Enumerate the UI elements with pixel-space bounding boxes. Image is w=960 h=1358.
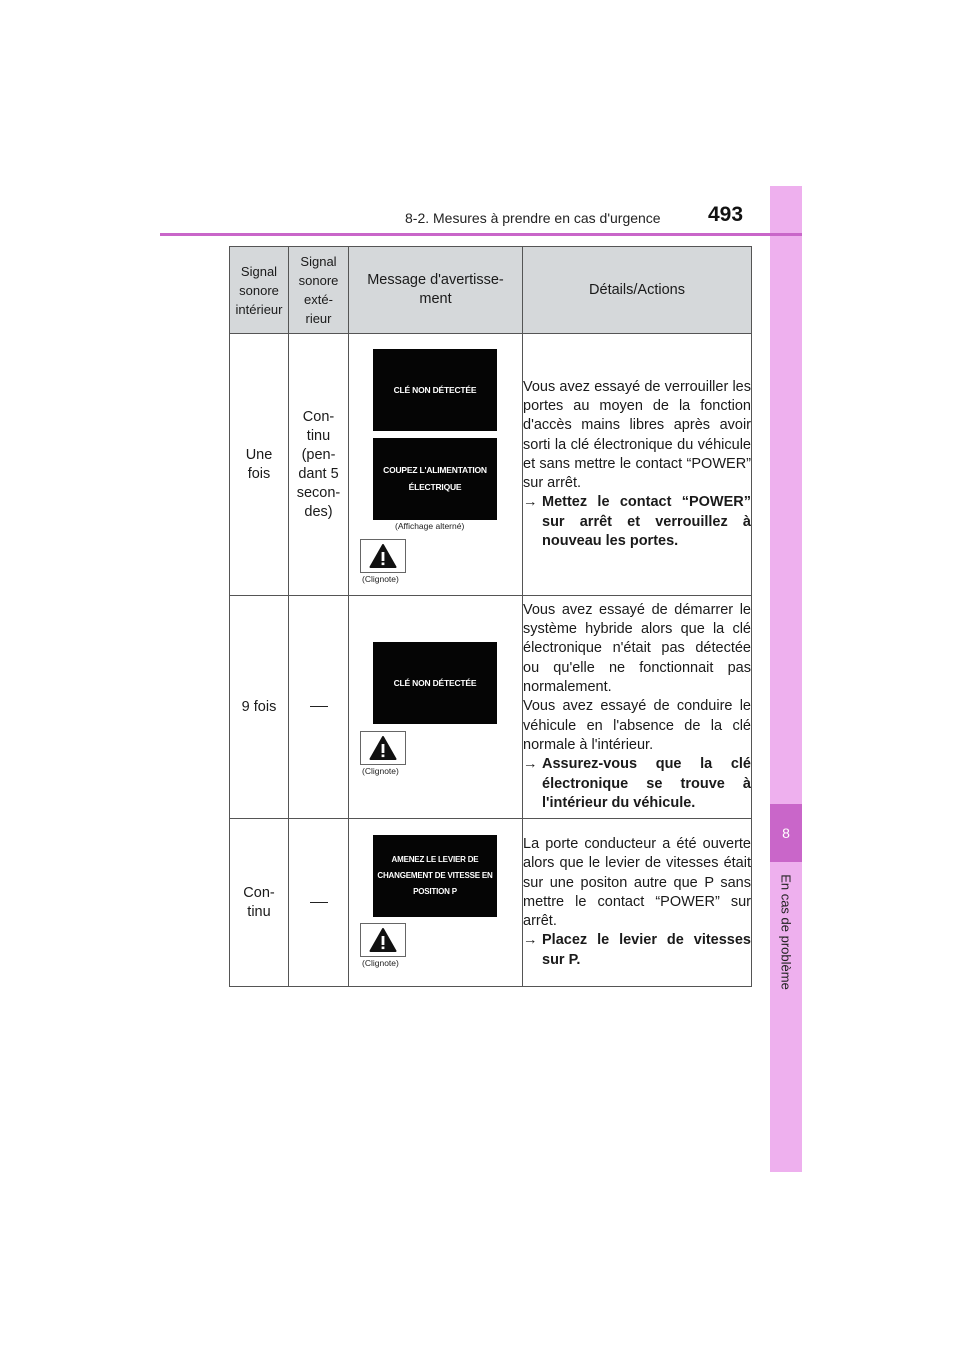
header-exterior-buzzer: Signal sonore exté- rieur [289,247,349,334]
action-item [523,755,751,813]
display-screen: COUPEZ L'ALIMENTATION ÉLECTRIQUE [373,438,497,520]
warning-triangle-icon [360,923,406,957]
arrow-icon: → [523,494,538,511]
header-interior-buzzer: Signal sonore intérieur [230,247,289,334]
detail-text: Vous avez essayé de verrouiller les portes au moyen de la fonction d'accès mains libres après avoir sorti la clé électronique du véhicule et sans mettre le contact “POWER” sur arrêt. [523,378,751,492]
warning-message-cell [349,596,523,819]
detail-text: Vous avez essayé de démarrer le système hybride alors que la clé électronique n'était pas détectée ou qu'elle ne fonctionnait pas normalement. [523,601,751,696]
table-row [230,819,752,987]
blink-caption: (Clignote) [362,958,399,968]
chapter-title: En cas de problème [778,874,794,990]
em-dash [310,706,328,707]
interior-buzzer-cell: Une fois [230,334,289,596]
warning-message-cell [349,819,523,987]
display-screen: AMENEZ LE LEVIER DE CHANGEMENT DE VITESSE EN POSITION P [373,835,497,917]
exterior-buzzer-cell [289,596,349,819]
exterior-buzzer-cell [289,819,349,987]
display-screen: CLÉ NON DÉTECTÉE [373,349,497,431]
action-text: Mettez le contact “POWER” sur arrêt et verrouillez à nouveau les portes. [542,494,751,550]
section-title: 8-2. Mesures à prendre en cas d'urgence [405,210,661,226]
warning-triangle-icon [360,539,406,573]
header-details-actions: Détails/Actions [523,247,752,334]
detail-text: La porte conducteur a été ouverte alors que le levier de vitesses était sur une positon autre que P sans mettre le contact “POWER” sur arrêt. [523,835,751,930]
action-item [523,493,751,551]
arrow-icon: → [523,756,538,773]
warning-message-cell [349,334,523,596]
page-number: 493 [708,203,744,226]
table-row [230,334,752,596]
details-cell [523,596,752,819]
action-item [523,931,751,970]
display-screen: CLÉ NON DÉTECTÉE [373,642,497,724]
action-text: Placez le levier de vitesses sur P. [542,932,751,968]
arrow-icon: → [523,932,538,949]
chapter-side-tab [770,186,802,1172]
chapter-number: 8 [770,804,802,862]
detail-text-2: Vous avez essayé de conduire le véhicule en l'absence de la clé normale à l'intérieur. [523,698,751,753]
exterior-buzzer-cell: Con- tinu (pen- dant 5 secon- des) [289,334,349,596]
details-cell [523,819,752,987]
blink-caption: (Clignote) [362,766,399,776]
em-dash [310,902,328,903]
alternate-display-caption: (Affichage alterné) [395,521,465,531]
action-text: Assurez-vous que la clé électronique se trouve à l'intérieur du véhicule. [542,756,751,811]
interior-buzzer-cell: 9 fois [230,596,289,819]
table-row [230,596,752,819]
details-cell [523,334,752,596]
header-warning-message: Message d'avertisse- ment [349,247,523,334]
warning-table [229,246,752,987]
header-divider [160,233,802,236]
blink-caption: (Clignote) [362,574,399,584]
interior-buzzer-cell: Con- tinu [230,819,289,987]
table-header-row [230,247,752,334]
warning-triangle-icon [360,731,406,765]
